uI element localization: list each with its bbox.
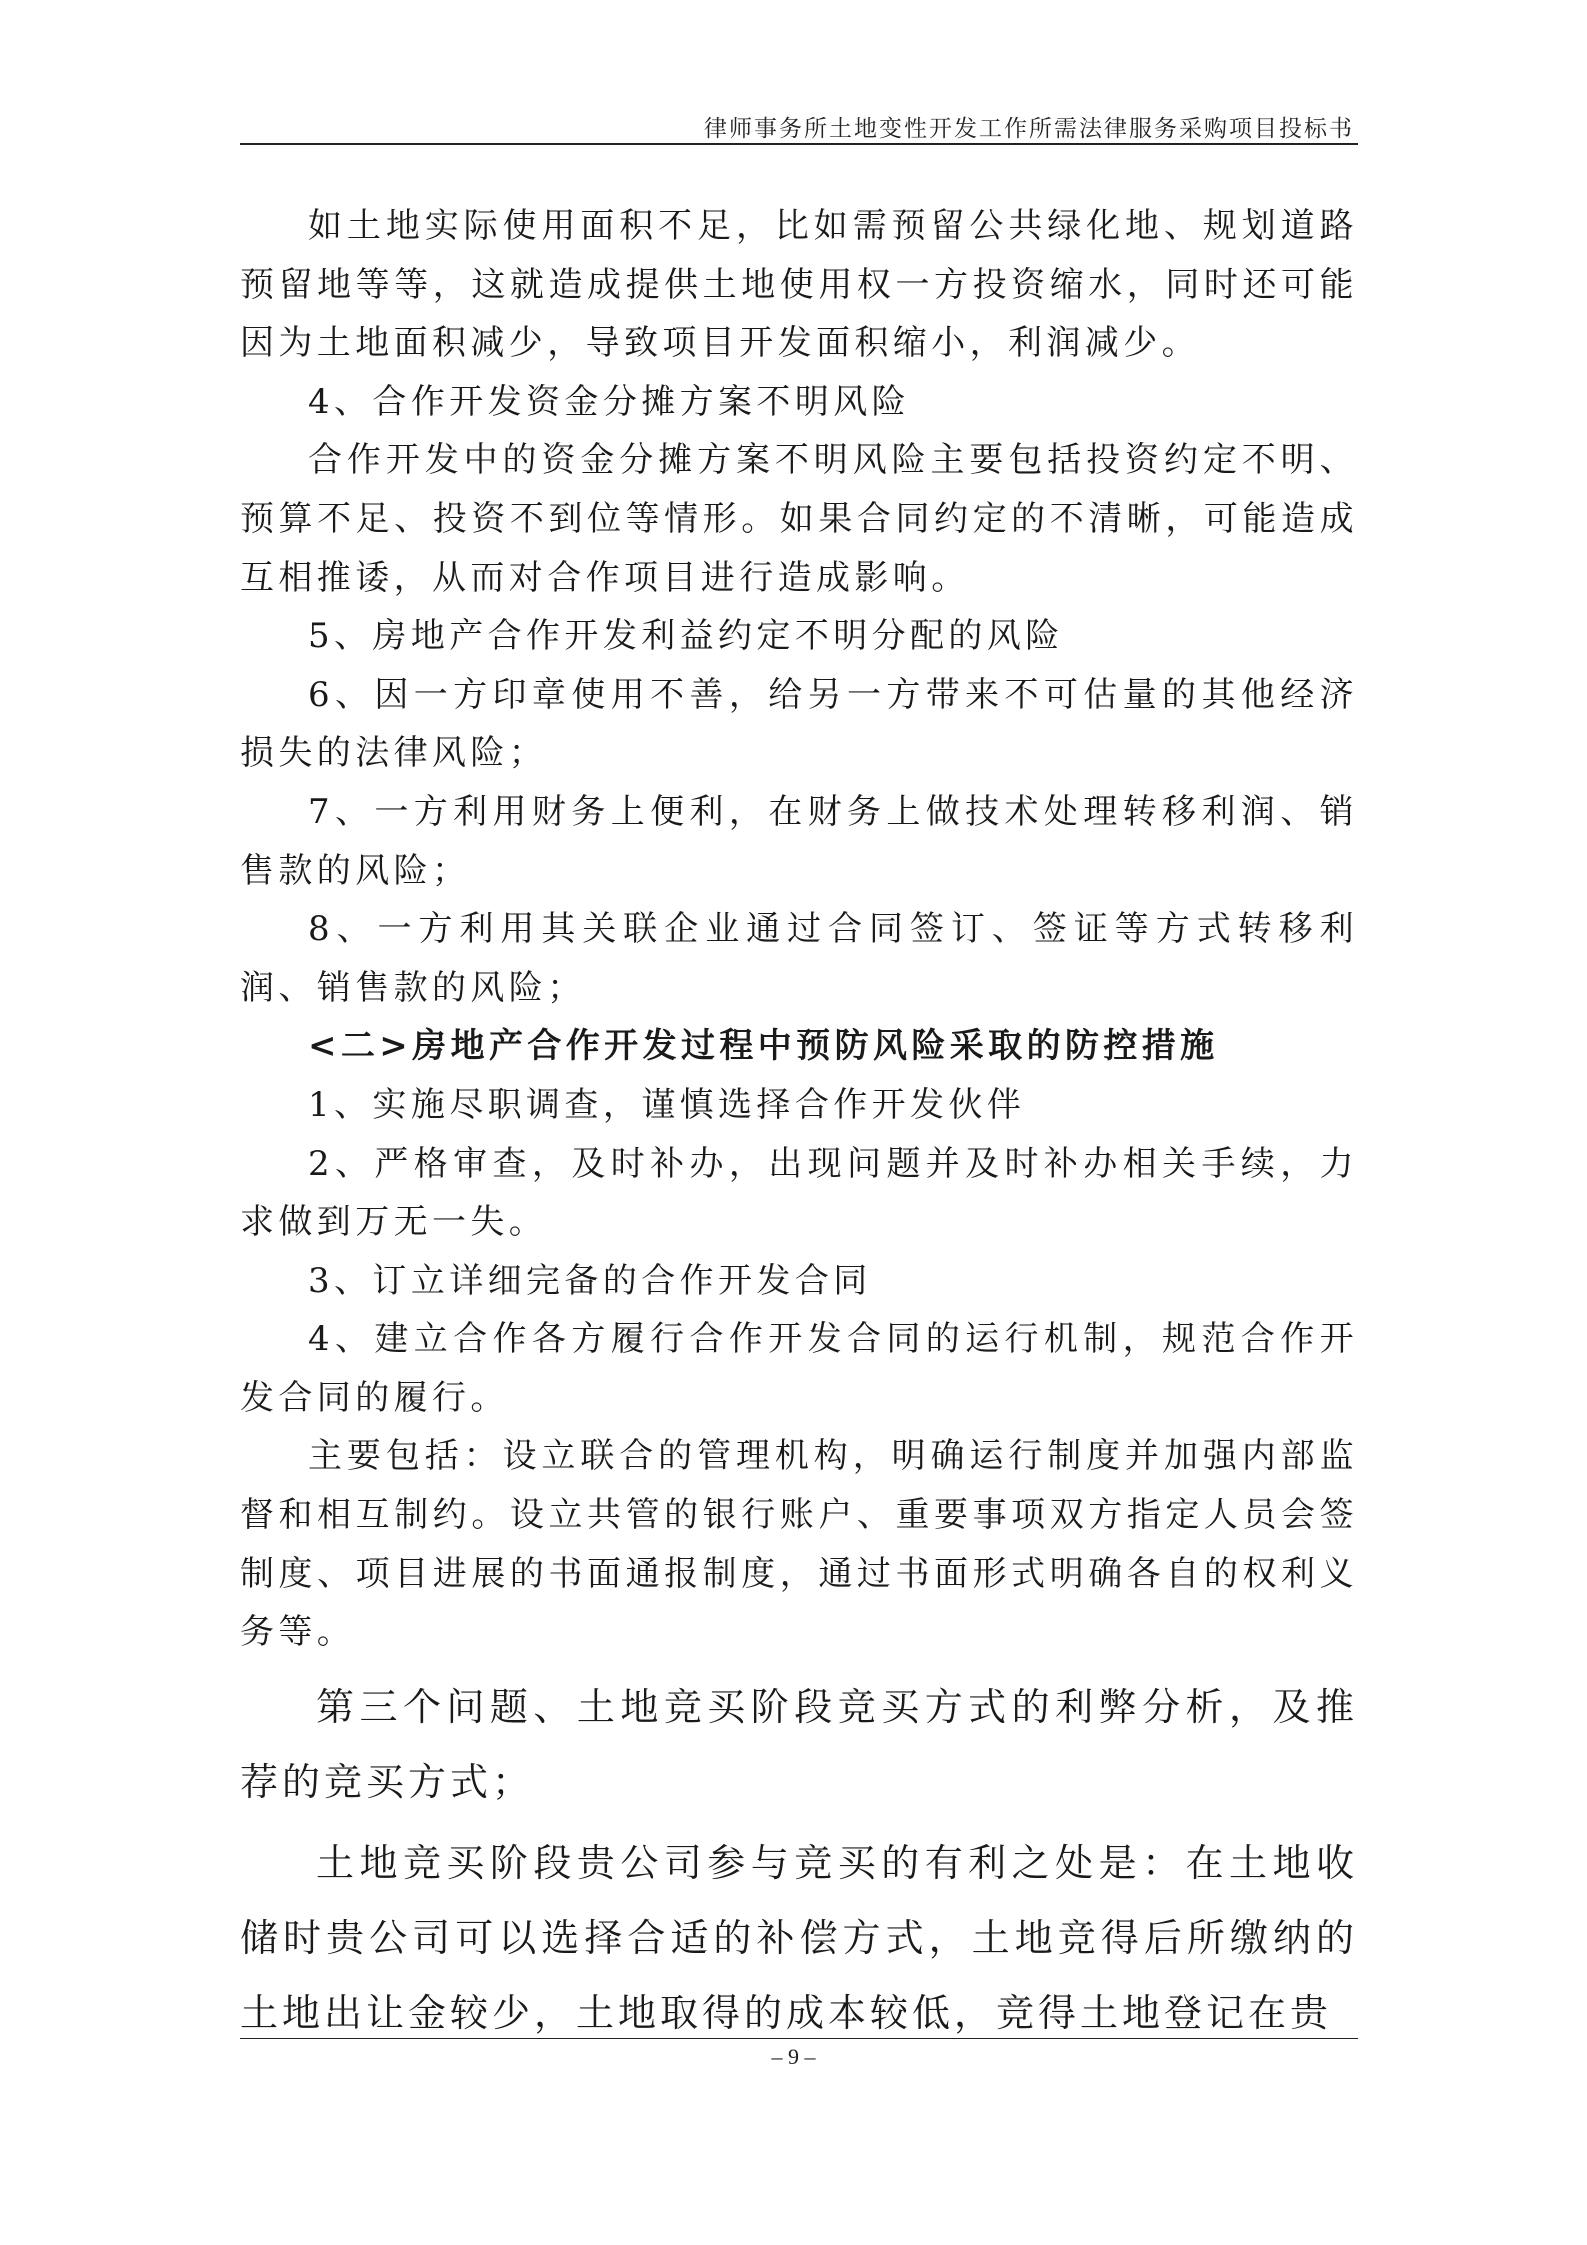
item-financial-transfer-risk: 7、一方利用财务上便利，在财务上做技术处理转移利润、销售款的风险； xyxy=(240,791,1358,891)
header-divider xyxy=(240,143,1358,145)
item-profit-distribution-risk: 5、房地产合作开发利益约定不明分配的风险 xyxy=(308,616,1064,657)
heading-fund-allocation-risk: 4、合作开发资金分摊方案不明风险 xyxy=(308,381,911,422)
measure-operating-mechanism: 4、建立合作各方履行合作开发合同的运行机制，规范合作开发合同的履行。 xyxy=(240,1319,1358,1418)
item-affiliate-transfer-risk: 8、一方利用其关联企业通过合同签订、签证等方式转移利润、销售款的风险； xyxy=(240,909,1358,1008)
header-title: 律师事务所土地变性开发工作所需法律服务采购项目投标书 xyxy=(704,116,1354,142)
measure-detailed-contract: 3、订立详细完备的合作开发合同 xyxy=(308,1260,872,1301)
document-body xyxy=(240,197,1358,2051)
measure-due-diligence: 1、实施尽职调查，谨慎选择合作开发伙伴 xyxy=(308,1084,1026,1125)
measure-strict-review: 2、严格审查，及时补办，出现问题并及时补办相关手续，力求做到万无一失。 xyxy=(240,1143,1358,1243)
paragraph-land-area-risk: 如土地实际使用面积不足，比如需预留公共绿化地、规划道路预留地等等，这就造成提供土地使用权一方投资缩水，同时还可能因为土地面积减少，导致项目开发面积缩小，利润减少。 xyxy=(240,206,1358,364)
item-seal-usage-risk: 6、因一方印章使用不善，给另一方带来不可估量的其他经济损失的法律风险； xyxy=(240,674,1358,774)
paragraph-mechanism-details: 主要包括：设立联合的管理机构，明确运行制度并加强内部监督和相互制约。设立共管的银行账户、重要事项双方指定人员会签制度、项目进展的书面通报制度，通过书面形式明确各自的权利义务等。 xyxy=(240,1436,1358,1653)
footer-divider xyxy=(240,2038,1358,2039)
paragraph-bidding-advantages: 土地竞买阶段贵公司参与竞买的有利之处是：在土地收储时贵公司可以选择合适的补偿方式，土地竞得后所缴纳的土地出让金较少，土地取得的成本较低，竞得土地登记在贵 xyxy=(240,1840,1358,2035)
paragraph-fund-allocation-risk: 合作开发中的资金分摊方案不明风险主要包括投资约定不明、预算不足、投资不到位等情形。如果合同约定的不清晰，可能造成互相推诿，从而对合作项目进行造成影响。 xyxy=(240,440,1358,598)
section-heading-third-question: 第三个问题、土地竞买阶段竞买方式的利弊分析，及推荐的竞买方式； xyxy=(240,1684,1358,1804)
page-number: – 9 – xyxy=(771,2044,816,2069)
section-heading-prevention-measures: <二>房地产合作开发过程中预防风险采取的防控措施 xyxy=(308,1026,1219,1067)
